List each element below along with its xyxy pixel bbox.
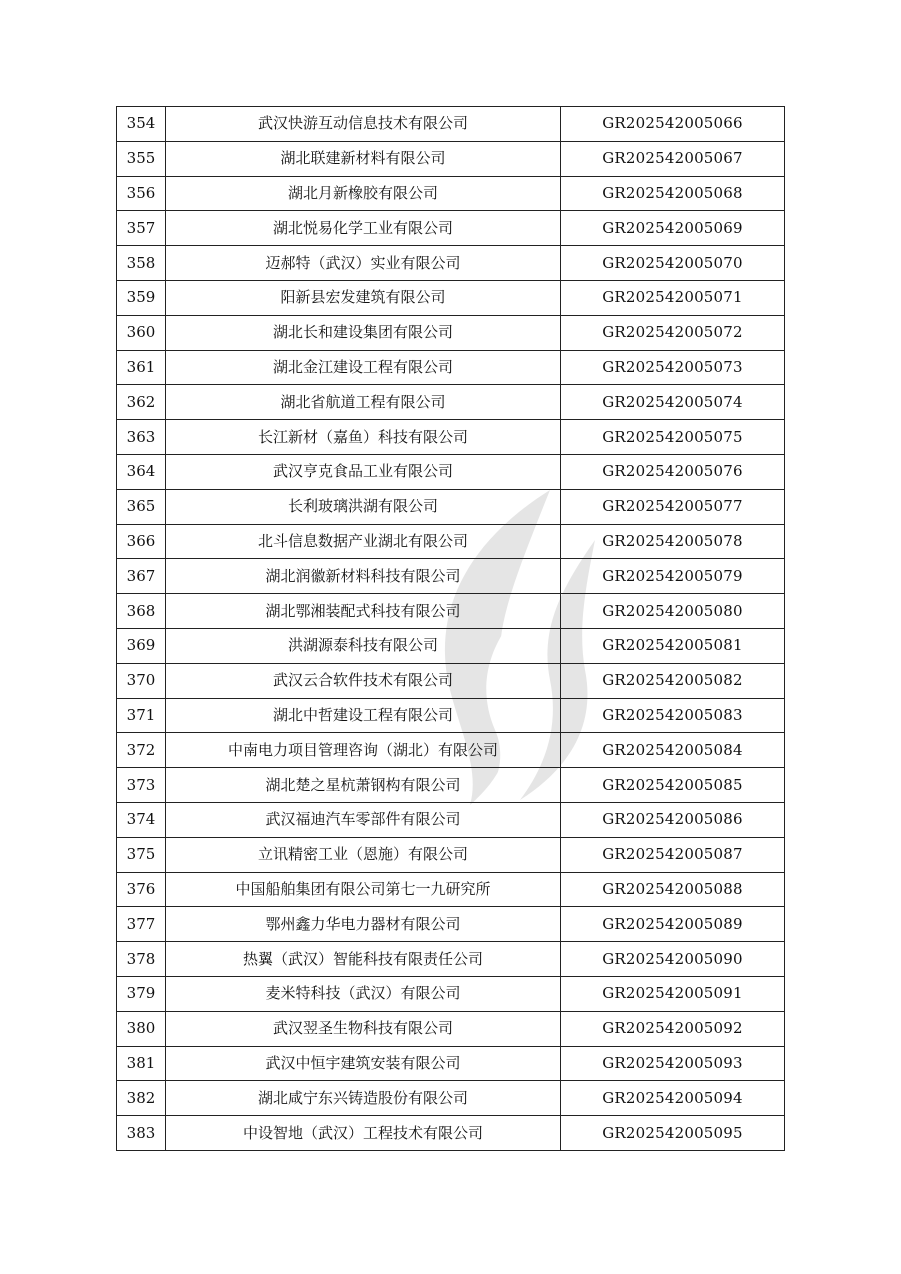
row-number: 361 [117, 350, 166, 385]
table-row [117, 315, 785, 350]
certificate-number: GR202542005073 [561, 350, 785, 385]
company-name: 武汉云合软件技术有限公司 [166, 663, 561, 698]
company-name: 武汉快游互动信息技术有限公司 [166, 107, 561, 142]
table-row [117, 1081, 785, 1116]
table-row [117, 837, 785, 872]
table-row [117, 246, 785, 281]
company-name: 阳新县宏发建筑有限公司 [166, 280, 561, 315]
table-row [117, 628, 785, 663]
company-name: 武汉中恒宇建筑安装有限公司 [166, 1046, 561, 1081]
table-row [117, 107, 785, 142]
table-row [117, 768, 785, 803]
certificate-number: GR202542005094 [561, 1081, 785, 1116]
company-name: 武汉翌圣生物科技有限公司 [166, 1011, 561, 1046]
row-number: 355 [117, 141, 166, 176]
company-name: 武汉亨克食品工业有限公司 [166, 454, 561, 489]
table-row [117, 420, 785, 455]
row-number: 365 [117, 489, 166, 524]
table-row [117, 489, 785, 524]
company-name: 湖北中哲建设工程有限公司 [166, 698, 561, 733]
company-name: 麦米特科技（武汉）有限公司 [166, 976, 561, 1011]
row-number: 370 [117, 663, 166, 698]
company-name: 立讯精密工业（恩施）有限公司 [166, 837, 561, 872]
table-row [117, 802, 785, 837]
certificate-number: GR202542005081 [561, 628, 785, 663]
company-name: 武汉福迪汽车零部件有限公司 [166, 802, 561, 837]
company-name: 迈郝特（武汉）实业有限公司 [166, 246, 561, 281]
table-row [117, 280, 785, 315]
company-name: 湖北润徽新材料科技有限公司 [166, 559, 561, 594]
row-number: 379 [117, 976, 166, 1011]
row-number: 358 [117, 246, 166, 281]
table-row [117, 176, 785, 211]
certificate-number: GR202542005071 [561, 280, 785, 315]
company-name: 湖北鄂湘装配式科技有限公司 [166, 594, 561, 629]
certificate-number: GR202542005069 [561, 211, 785, 246]
row-number: 363 [117, 420, 166, 455]
certificate-number: GR202542005070 [561, 246, 785, 281]
company-name: 长江新材（嘉鱼）科技有限公司 [166, 420, 561, 455]
row-number: 382 [117, 1081, 166, 1116]
company-name: 中南电力项目管理咨询（湖北）有限公司 [166, 733, 561, 768]
table-row [117, 141, 785, 176]
certificate-number: GR202542005086 [561, 802, 785, 837]
certificate-number: GR202542005092 [561, 1011, 785, 1046]
row-number: 368 [117, 594, 166, 629]
company-name: 湖北省航道工程有限公司 [166, 385, 561, 420]
row-number: 369 [117, 628, 166, 663]
row-number: 374 [117, 802, 166, 837]
company-name: 湖北月新橡胶有限公司 [166, 176, 561, 211]
certificate-number: GR202542005084 [561, 733, 785, 768]
table-row [117, 872, 785, 907]
certificate-number: GR202542005072 [561, 315, 785, 350]
row-number: 377 [117, 907, 166, 942]
row-number: 375 [117, 837, 166, 872]
certificate-number: GR202542005076 [561, 454, 785, 489]
table-row [117, 454, 785, 489]
table-row [117, 1116, 785, 1151]
certificate-number: GR202542005080 [561, 594, 785, 629]
table-row [117, 1046, 785, 1081]
company-list-table [116, 106, 785, 1151]
table-row [117, 385, 785, 420]
row-number: 354 [117, 107, 166, 142]
row-number: 366 [117, 524, 166, 559]
certificate-number: GR202542005088 [561, 872, 785, 907]
row-number: 362 [117, 385, 166, 420]
table-row [117, 350, 785, 385]
table-row [117, 907, 785, 942]
certificate-number: GR202542005066 [561, 107, 785, 142]
row-number: 381 [117, 1046, 166, 1081]
certificate-number: GR202542005077 [561, 489, 785, 524]
row-number: 373 [117, 768, 166, 803]
row-number: 364 [117, 454, 166, 489]
company-name: 北斗信息数据产业湖北有限公司 [166, 524, 561, 559]
certificate-number: GR202542005068 [561, 176, 785, 211]
certificate-number: GR202542005090 [561, 942, 785, 977]
company-name: 长利玻璃洪湖有限公司 [166, 489, 561, 524]
company-name: 洪湖源泰科技有限公司 [166, 628, 561, 663]
company-name: 湖北咸宁东兴铸造股份有限公司 [166, 1081, 561, 1116]
certificate-number: GR202542005067 [561, 141, 785, 176]
table-row [117, 663, 785, 698]
certificate-number: GR202542005083 [561, 698, 785, 733]
company-name: 湖北楚之星杭萧钢构有限公司 [166, 768, 561, 803]
table-row [117, 524, 785, 559]
row-number: 367 [117, 559, 166, 594]
certificate-number: GR202542005085 [561, 768, 785, 803]
table-row [117, 942, 785, 977]
certificate-number: GR202542005079 [561, 559, 785, 594]
company-name: 湖北悦易化学工业有限公司 [166, 211, 561, 246]
certificate-number: GR202542005095 [561, 1116, 785, 1151]
company-name: 湖北金江建设工程有限公司 [166, 350, 561, 385]
row-number: 372 [117, 733, 166, 768]
row-number: 376 [117, 872, 166, 907]
company-name: 热翼（武汉）智能科技有限责任公司 [166, 942, 561, 977]
row-number: 378 [117, 942, 166, 977]
company-name: 鄂州鑫力华电力器材有限公司 [166, 907, 561, 942]
table-row [117, 594, 785, 629]
certificate-number: GR202542005089 [561, 907, 785, 942]
table-row [117, 698, 785, 733]
table-row [117, 211, 785, 246]
certificate-number: GR202542005091 [561, 976, 785, 1011]
row-number: 359 [117, 280, 166, 315]
table-row [117, 1011, 785, 1046]
row-number: 360 [117, 315, 166, 350]
certificate-number: GR202542005093 [561, 1046, 785, 1081]
certificate-number: GR202542005087 [561, 837, 785, 872]
row-number: 356 [117, 176, 166, 211]
certificate-number: GR202542005082 [561, 663, 785, 698]
table-row [117, 733, 785, 768]
row-number: 371 [117, 698, 166, 733]
row-number: 383 [117, 1116, 166, 1151]
certificate-number: GR202542005074 [561, 385, 785, 420]
row-number: 357 [117, 211, 166, 246]
certificate-number: GR202542005078 [561, 524, 785, 559]
certificate-number: GR202542005075 [561, 420, 785, 455]
company-name: 湖北长和建设集团有限公司 [166, 315, 561, 350]
company-name: 中设智地（武汉）工程技术有限公司 [166, 1116, 561, 1151]
company-name: 中国船舶集团有限公司第七一九研究所 [166, 872, 561, 907]
company-name: 湖北联建新材料有限公司 [166, 141, 561, 176]
table-row [117, 976, 785, 1011]
row-number: 380 [117, 1011, 166, 1046]
table-row [117, 559, 785, 594]
